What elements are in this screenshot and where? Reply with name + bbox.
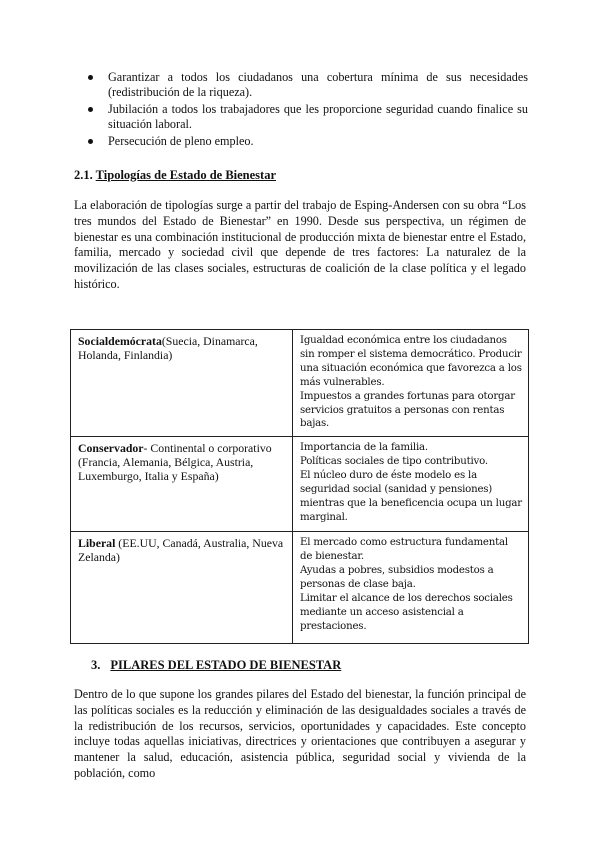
list-item: Persecución de pleno empleo. [88, 134, 528, 149]
table-cell-model [71, 437, 293, 532]
table-cell-features [293, 330, 529, 437]
bullet-icon [88, 139, 93, 144]
section-number: 3. [91, 658, 101, 672]
table-cell-model [71, 330, 293, 437]
model-name: Socialdemócrata [78, 334, 162, 348]
section-title: PILARES DEL ESTADO DE BIENESTAR [110, 658, 342, 672]
table-cell-features [293, 532, 529, 644]
bullet-icon [88, 107, 93, 112]
list-item: Garantizar a todos los ciudadanos una cobertura mínima de sus necesidades (redistribución de la riqueza). [88, 70, 528, 100]
paragraph: La elaboración de tipologías surge a partir del trabajo de Esping-Andersen con su obra “Los tres mundos del Estado de Bienestar” en 1990. Desde sus perspectiva, un régimen de bienestar es una combinación institucional de producción mixta de bienestar entre el Estado, familia, mercado y sociedad civil que depende de tres factores: La naturalez de la movilización de las clases sociales, estructuras de coalición de la clase política y el legado histórico. [74, 198, 526, 291]
table-row [71, 437, 529, 532]
section-heading-2-1 [74, 168, 276, 183]
table-row [71, 330, 529, 437]
model-description: (EE.UU, Canadá, Australia, Nueva Zelanda) [78, 536, 284, 565]
section-title: Tipologías de Estado de Bienestar [95, 168, 277, 182]
bullet-list [88, 70, 528, 151]
model-description: (Suecia, Dinamarca, Holanda, Finlandia) [78, 334, 258, 362]
feature-line: Igualdad económica entre los ciudadanos sin romper el sistema democrático. Producir una situación económica que favorezca a los más vulnerables. [300, 335, 522, 388]
feature-line: El núcleo duro de éste modelo es la seguridad social (sanidad y pensiones) mientras que la beneficencia ocupa un lugar marginal. [300, 470, 522, 523]
feature-line: Políticas sociales de tipo contributivo. [300, 456, 488, 468]
feature-line: Impuestos a grandes fortunas para otorgar servicios gratuitos a personas con rentas bajas. [300, 390, 515, 430]
model-name: Conservador [78, 441, 144, 456]
section-heading-3 [91, 658, 341, 673]
feature-line: Limitar el alcance de los derechos sociales mediante un acceso asistencial a prestaciones. [300, 592, 513, 632]
feature-line: Ayudas a pobres, subsidios modestos a personas de clase baja. [300, 565, 494, 591]
table-row [71, 532, 529, 644]
feature-line: Importancia de la familia. [300, 442, 428, 454]
bullet-icon [88, 75, 93, 80]
table-cell-model [71, 532, 293, 644]
section-number: 2.1. [74, 168, 93, 182]
model-name: Liberal [78, 536, 116, 551]
feature-line: El mercado como estructura fundamental de bienestar. [300, 537, 508, 563]
paragraph: Dentro de lo que supone los grandes pilares del Estado del bienestar, la función principal de las políticas sociales es la reducción y eliminación de las desigualdades sociales a través de la redistribución de los recursos, servicios, oportunidades y capacidades. Este concepto incluye todas aquellas iniciativas, directrices y orientaciones que contribuyen a asegurar y mantener la salud, educación, asistencia pública, seguridad social y vivienda de la población, como [74, 687, 526, 780]
model-description: - Continental o corporativo (Francia, Alemania, Bélgica, Austria, Luxemburgo, Italia y España) [78, 441, 272, 484]
table-cell-features [293, 437, 529, 532]
typology-table [70, 329, 529, 644]
list-item: Jubilación a todos los trabajadores que les proporcione seguridad cuando finalice su situación laboral. [88, 102, 528, 132]
